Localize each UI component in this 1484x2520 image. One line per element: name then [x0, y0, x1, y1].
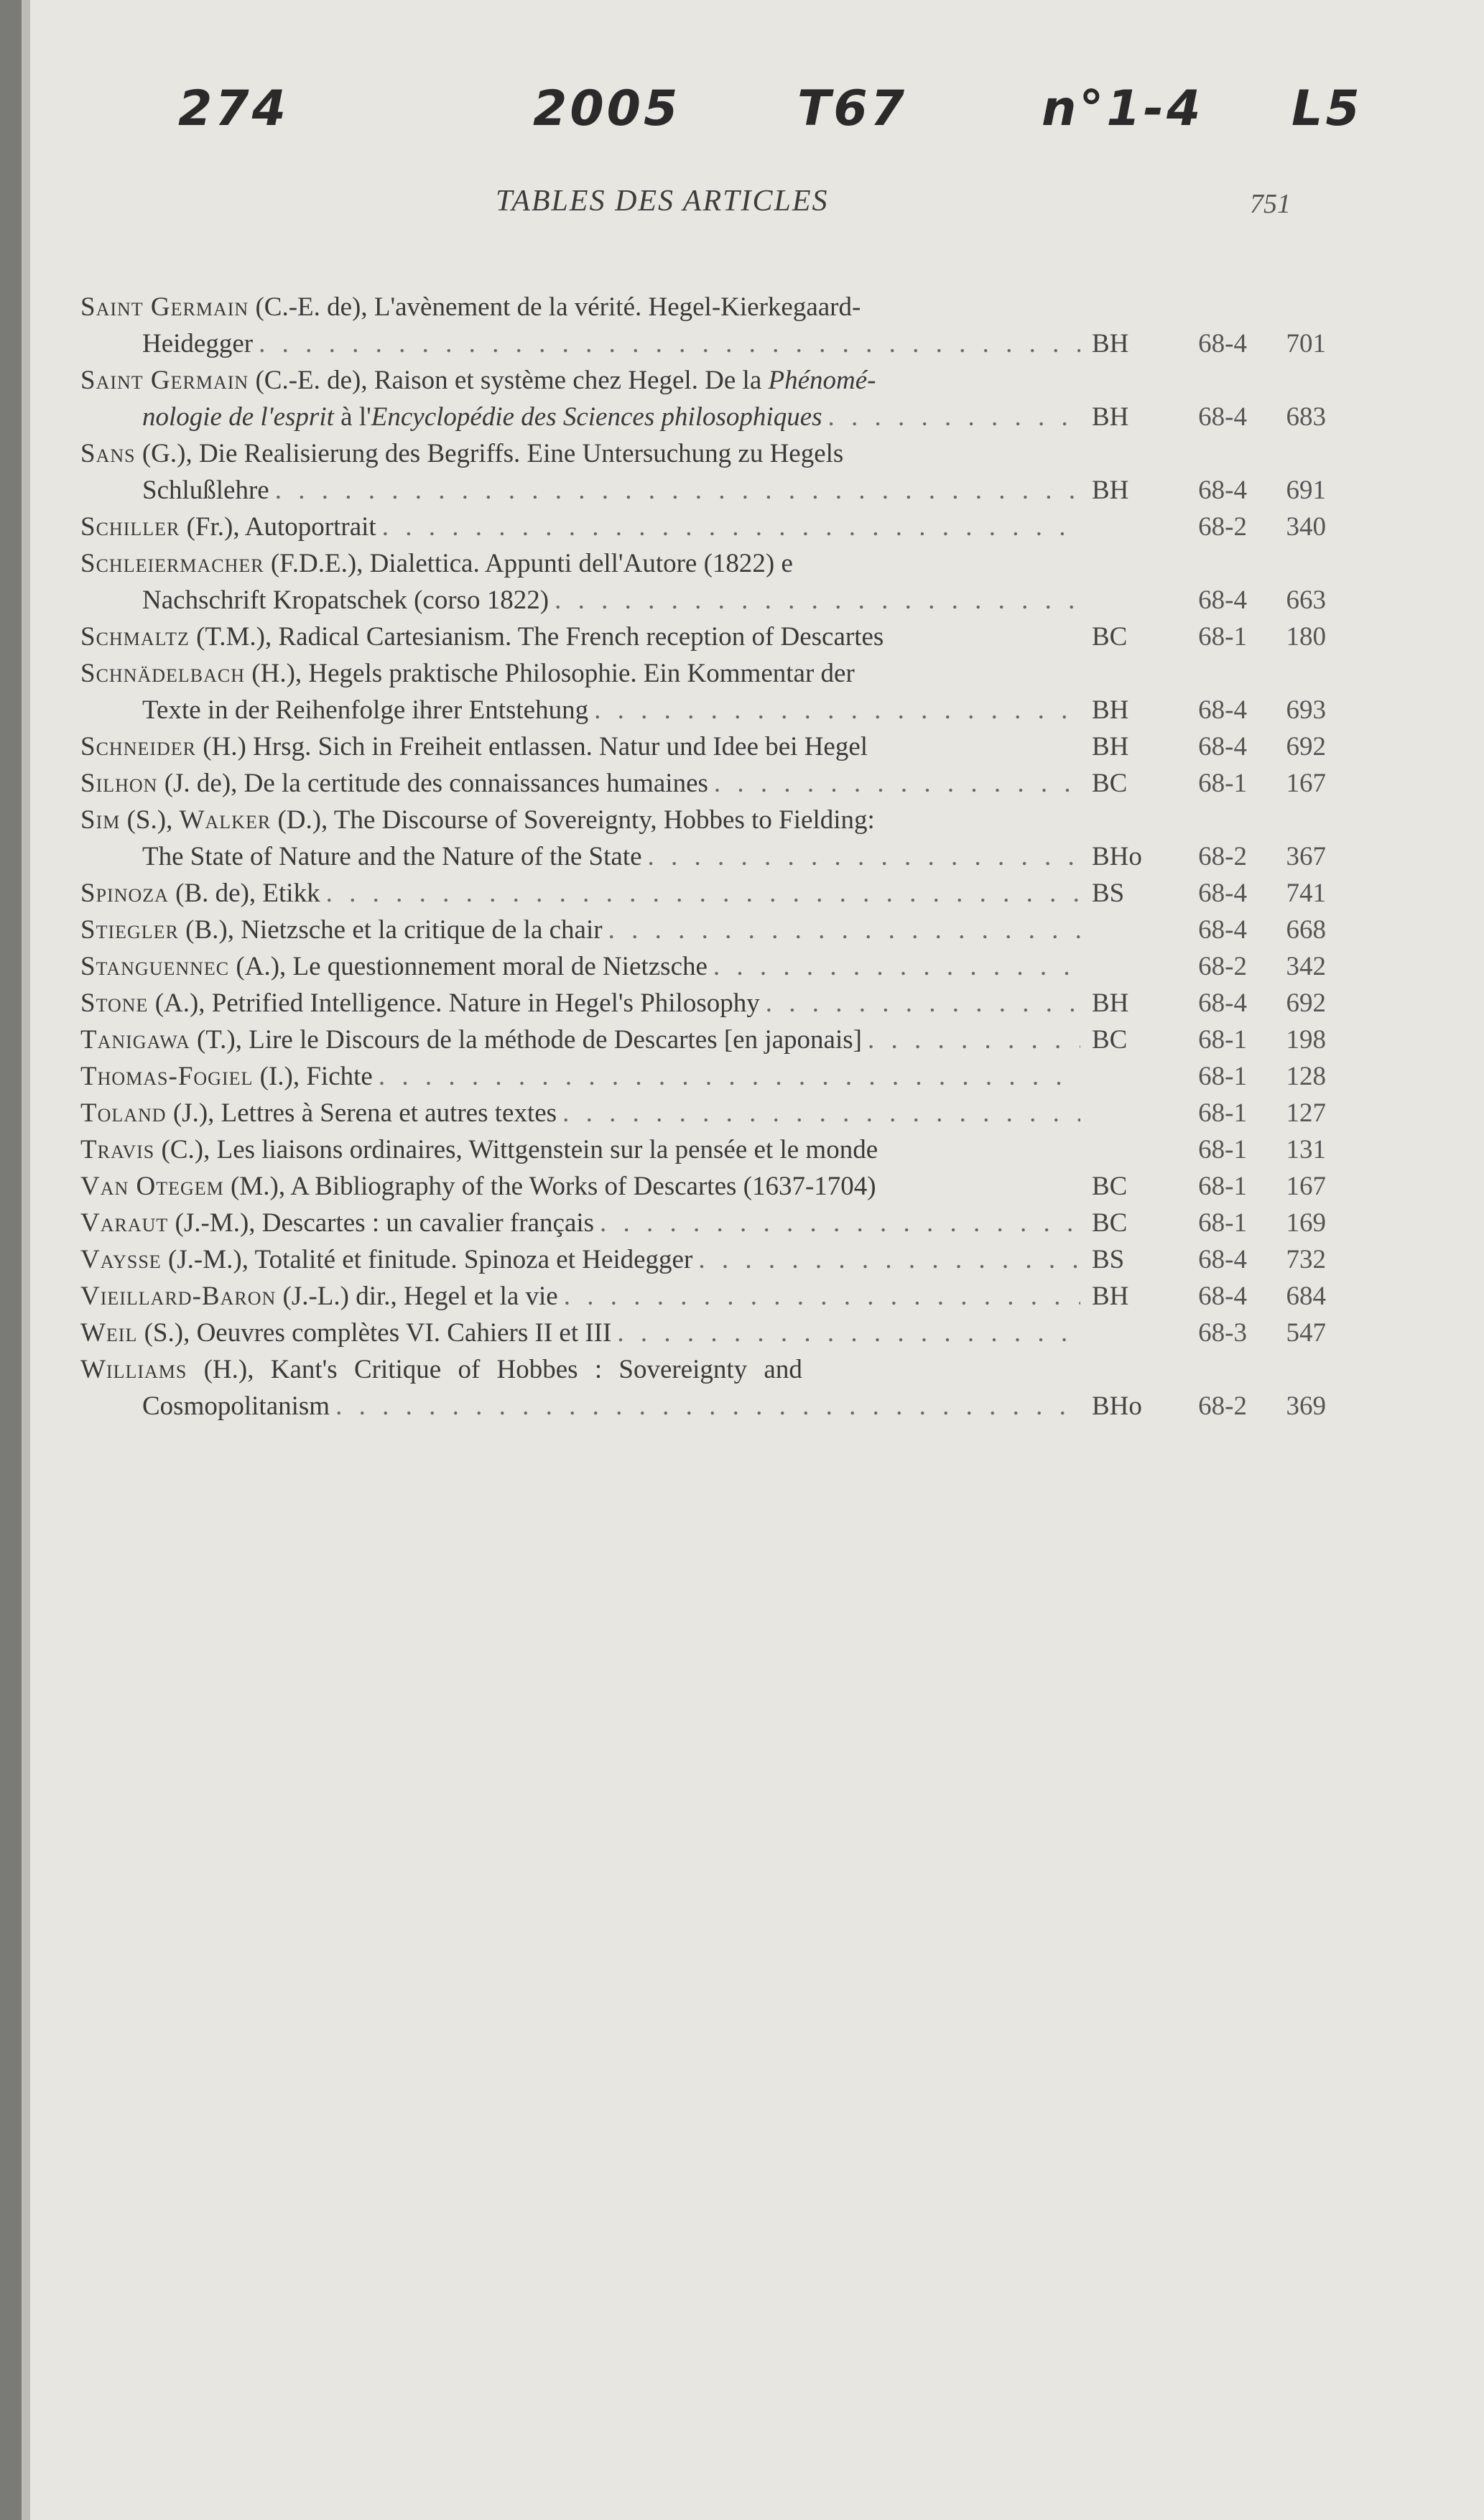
entry-volume: 68-1: [1198, 1062, 1247, 1091]
entry-volume: 68-2: [1198, 512, 1247, 542]
entry-title: (M.), A Bibliography of the Works of Descartes (1637-1704): [223, 1172, 876, 1201]
entry-volume: 68-1: [1198, 1208, 1247, 1238]
entry-page: 701: [1286, 329, 1326, 358]
entry-page: 369: [1286, 1391, 1326, 1421]
index-entry: [80, 1058, 1330, 1095]
entry-author: Schleiermacher: [80, 549, 264, 578]
entry-page: 127: [1286, 1098, 1326, 1128]
entry-author: Silhon: [80, 769, 158, 798]
entry-title: (B.), Nietzsche et la critique de la chair: [178, 915, 603, 945]
entry-page: 169: [1286, 1208, 1326, 1238]
entry-author: Toland: [80, 1098, 167, 1128]
entry-page: 663: [1286, 585, 1326, 615]
entry-page: 741: [1286, 879, 1326, 908]
entry-title: (H.), Kant's Critique of Hobbes : Sovereignty and: [187, 1355, 802, 1384]
entry-title: (A.), Petrified Intelligence. Nature in Hegel's Philosophy: [148, 988, 760, 1018]
entry-text: [80, 1058, 1080, 1095]
index-entry: [80, 509, 1330, 545]
index-entry: [80, 1205, 1330, 1241]
index-entry: [80, 435, 1330, 509]
handwritten-note-4: n°1-4: [1042, 80, 1204, 137]
entry-title-continued: Heidegger: [142, 329, 254, 358]
entry-title: (T.), Lire le Discours de la méthode de Descartes [en japonais]: [190, 1025, 862, 1055]
entry-title-italic: nologie de l'esprit: [142, 402, 334, 432]
index-entry: [80, 802, 1330, 875]
entry-page: 692: [1286, 732, 1326, 761]
entry-volume: 68-2: [1198, 1391, 1247, 1421]
entry-author: Stiegler: [80, 915, 179, 945]
entry-section: BH: [1092, 732, 1129, 761]
entry-title: (C.-E. de), Raison et système chez Hegel. De la: [249, 366, 769, 395]
leader-dots: [558, 1278, 1080, 1315]
entry-text: [80, 985, 1080, 1022]
entry-volume: 68-4: [1198, 1245, 1247, 1274]
entry-title: (F.D.E.), Dialettica. Appunti dell'Autore (1822) e: [264, 549, 793, 578]
entry-text: [80, 802, 1080, 875]
entry-volume: 68-4: [1198, 329, 1247, 358]
index-entry: [80, 545, 1330, 619]
entry-author: Vaysse: [80, 1245, 162, 1274]
entry-title: (G.), Die Realisierung des Begriffs. Eine Untersuchung zu Hegels: [135, 439, 844, 468]
leader-dots: [588, 692, 1080, 728]
index-entry: [80, 655, 1330, 728]
entry-section: BHo: [1092, 1391, 1142, 1421]
entry-author: Varaut: [80, 1208, 169, 1238]
leader-dots: [603, 912, 1080, 948]
index-entry: [80, 1131, 1330, 1168]
entry-page: 131: [1286, 1135, 1326, 1164]
index-entry: [80, 1278, 1330, 1315]
leader-dots: [611, 1315, 1080, 1351]
entry-section: BHo: [1092, 842, 1142, 871]
entry-text: [80, 875, 1080, 912]
entry-page: 198: [1286, 1025, 1326, 1055]
entry-section: BH: [1092, 695, 1129, 725]
leader-dots: [320, 875, 1080, 912]
entry-page: 693: [1286, 695, 1326, 725]
entry-author: Stone: [80, 988, 149, 1018]
entry-author: Spinoza: [80, 879, 169, 908]
entry-volume: 68-3: [1198, 1318, 1247, 1348]
entry-page: 732: [1286, 1245, 1326, 1274]
entry-text: [80, 619, 1080, 655]
entry-author: Saint Germain: [80, 366, 249, 395]
entry-page: 340: [1286, 512, 1326, 542]
entry-text: [80, 1131, 1080, 1168]
leader-dots: [642, 838, 1080, 875]
entry-author: Williams: [80, 1355, 187, 1384]
entry-text: [80, 1241, 1080, 1278]
entry-volume: 68-4: [1198, 1282, 1247, 1311]
leader-dots: [708, 948, 1080, 985]
entry-section: BH: [1092, 476, 1129, 505]
entry-volume: 68-1: [1198, 1098, 1247, 1128]
entry-page: 367: [1286, 842, 1326, 871]
entry-title-italic: Encyclopédie des Sciences philosophiques: [371, 402, 822, 432]
entry-section: BH: [1092, 1282, 1129, 1311]
entry-page: 691: [1286, 476, 1326, 505]
entry-author: Travis: [80, 1135, 155, 1164]
entry-title-continued: Nachschrift Kropatschek (corso 1822): [142, 585, 549, 615]
entry-page: 342: [1286, 952, 1326, 981]
entry-page: 684: [1286, 1282, 1326, 1311]
entry-text: [80, 912, 1080, 948]
entry-page: 167: [1286, 1172, 1326, 1201]
entry-text: [80, 655, 1080, 728]
entry-volume: 68-4: [1198, 695, 1247, 725]
index-entry: [80, 912, 1330, 948]
entry-author: Schmaltz: [80, 622, 190, 652]
entry-title: (D.), The Discourse of Sovereignty, Hobbes to Fielding:: [271, 805, 875, 835]
entry-text: [80, 545, 1080, 619]
article-index-list: [80, 289, 1330, 1425]
leader-dots: [253, 325, 1080, 362]
entry-author: Schnädelbach: [80, 659, 246, 688]
leader-dots: [708, 765, 1080, 802]
handwritten-note-1: 274: [178, 80, 289, 137]
leader-dots: [376, 509, 1080, 545]
index-entry: [80, 1315, 1330, 1351]
entry-volume: 68-4: [1198, 402, 1247, 432]
entry-volume: 68-4: [1198, 476, 1247, 505]
entry-author: Thomas-Fogiel: [80, 1062, 254, 1091]
entry-volume: 68-4: [1198, 988, 1247, 1018]
entry-author: Tanigawa: [80, 1025, 190, 1055]
entry-title: (H.), Hegels praktische Philosophie. Ein Kommentar der: [245, 659, 855, 688]
leader-dots: [269, 472, 1080, 509]
entry-volume: 68-4: [1198, 585, 1247, 615]
entry-page: 167: [1286, 769, 1326, 798]
leader-dots: [557, 1095, 1080, 1131]
running-title: TABLES DES ARTICLES: [496, 185, 829, 218]
entry-title: (S.),: [120, 805, 180, 835]
entry-title-continued: à l': [333, 402, 371, 432]
entry-author: Weil: [80, 1318, 138, 1348]
entry-title-italic: Phénomé-: [768, 366, 876, 395]
entry-section: BC: [1092, 1208, 1128, 1238]
index-entry: [80, 875, 1330, 912]
entry-text: [80, 362, 1080, 435]
entry-title: (A.), Le questionnement moral de Nietzsche: [229, 952, 708, 981]
entry-section: BH: [1092, 329, 1129, 358]
entry-author: Schiller: [80, 512, 180, 542]
entry-title-continued: Cosmopolitanism: [142, 1391, 330, 1421]
index-entry: [80, 362, 1330, 435]
leader-dots: [862, 1022, 1080, 1058]
entry-author: Van Otegem: [80, 1172, 224, 1201]
entry-volume: 68-1: [1198, 1025, 1247, 1055]
entry-author: Saint Germain: [80, 292, 249, 322]
index-entry: [80, 985, 1330, 1022]
entry-title: (J. de), De la certitude des connaissances humaines: [157, 769, 708, 798]
handwritten-note-2: 2005: [533, 80, 681, 137]
entry-text: [80, 765, 1080, 802]
entry-section: BC: [1092, 622, 1128, 652]
index-entry: [80, 289, 1330, 362]
handwritten-note-5: L5: [1291, 80, 1363, 137]
entry-title: (C.-E. de), L'avènement de la vérité. Hegel-Kierkegaard-: [249, 292, 861, 322]
entry-author: Stanguennec: [80, 952, 230, 981]
entry-text: [80, 1351, 1080, 1425]
entry-volume: 68-4: [1198, 879, 1247, 908]
entry-text: [80, 509, 1080, 545]
entry-title: (J.), Lettres à Serena et autres textes: [166, 1098, 557, 1128]
entry-text: [80, 948, 1080, 985]
handwritten-note-3: T67: [797, 80, 908, 137]
entry-title: (J.-M.), Descartes : un cavalier français: [168, 1208, 595, 1238]
index-entry: [80, 1241, 1330, 1278]
entry-section: BH: [1092, 988, 1129, 1018]
entry-page: 180: [1286, 622, 1326, 652]
entry-title: (I.), Fichte: [253, 1062, 373, 1091]
entry-title: (H.) Hrsg. Sich in Freiheit entlassen. Natur und Idee bei Hegel: [196, 732, 868, 761]
entry-coauthor: Walker: [179, 805, 272, 835]
entry-volume: 68-1: [1198, 769, 1247, 798]
entry-text: [80, 1315, 1080, 1351]
handwritten-shelfmark: [0, 80, 1484, 167]
leader-dots: [822, 399, 1080, 435]
entry-author: Schneider: [80, 732, 197, 761]
running-head: [0, 184, 1484, 227]
entry-title: (Fr.), Autoportrait: [180, 512, 376, 542]
entry-page: 692: [1286, 988, 1326, 1018]
entry-text: [80, 1022, 1080, 1058]
entry-title: (C.), Les liaisons ordinaires, Wittgenstein sur la pensée et le monde: [154, 1135, 878, 1164]
entry-title: (J.-L.) dir., Hegel et la vie: [276, 1282, 558, 1311]
leader-dots: [330, 1388, 1080, 1425]
entry-author: Sim: [80, 805, 121, 835]
entry-section: BS: [1092, 879, 1125, 908]
leader-dots: [760, 985, 1080, 1022]
entry-title: (B. de), Etikk: [168, 879, 320, 908]
entry-title: (S.), Oeuvres complètes VI. Cahiers II et III: [137, 1318, 612, 1348]
entry-section: BC: [1092, 769, 1128, 798]
entry-volume: 68-4: [1198, 732, 1247, 761]
entry-title-continued: Texte in der Reihenfolge ihrer Entstehung: [142, 695, 589, 725]
entry-text: [80, 728, 1080, 765]
entry-volume: 68-4: [1198, 915, 1247, 945]
leader-dots: [373, 1058, 1080, 1095]
entry-volume: 68-1: [1198, 1172, 1247, 1201]
entry-volume: 68-1: [1198, 1135, 1247, 1164]
entry-section: BC: [1092, 1172, 1128, 1201]
index-entry: [80, 948, 1330, 985]
entry-section: BH: [1092, 402, 1129, 432]
entry-author: Sans: [80, 439, 136, 468]
entry-volume: 68-2: [1198, 842, 1247, 871]
entry-title: (J.-M.), Totalité et finitude. Spinoza et Heidegger: [161, 1245, 693, 1274]
entry-page: 683: [1286, 402, 1326, 432]
entry-text: [80, 435, 1080, 509]
entry-text: [80, 1278, 1080, 1315]
page-number: 751: [1250, 189, 1291, 219]
index-entry: [80, 765, 1330, 802]
index-entry: [80, 619, 1330, 655]
index-entry: [80, 1095, 1330, 1131]
leader-dots: [594, 1205, 1080, 1241]
entry-volume: 68-2: [1198, 952, 1247, 981]
index-entry: [80, 728, 1330, 765]
entry-volume: 68-1: [1198, 622, 1247, 652]
entry-text: [80, 1095, 1080, 1131]
leader-dots: [692, 1241, 1080, 1278]
book-spine-shadow: [0, 0, 22, 2520]
index-entry: [80, 1022, 1330, 1058]
entry-text: [80, 1205, 1080, 1241]
entry-section: BC: [1092, 1025, 1128, 1055]
entry-title: (T.M.), Radical Cartesianism. The French reception of Descartes: [189, 622, 884, 652]
entry-page: 547: [1286, 1318, 1326, 1348]
leader-dots: [549, 582, 1080, 619]
index-entry: [80, 1168, 1330, 1205]
entry-text: [80, 1168, 1080, 1205]
entry-title-continued: The State of Nature and the Nature of the State: [142, 842, 642, 871]
entry-author: Vieillard-Baron: [80, 1282, 277, 1311]
index-entry: [80, 1351, 1330, 1425]
entry-page: 128: [1286, 1062, 1326, 1091]
entry-text: [80, 289, 1080, 362]
entry-page: 668: [1286, 915, 1326, 945]
entry-title-continued: Schlußlehre: [142, 476, 269, 505]
entry-section: BS: [1092, 1245, 1125, 1274]
